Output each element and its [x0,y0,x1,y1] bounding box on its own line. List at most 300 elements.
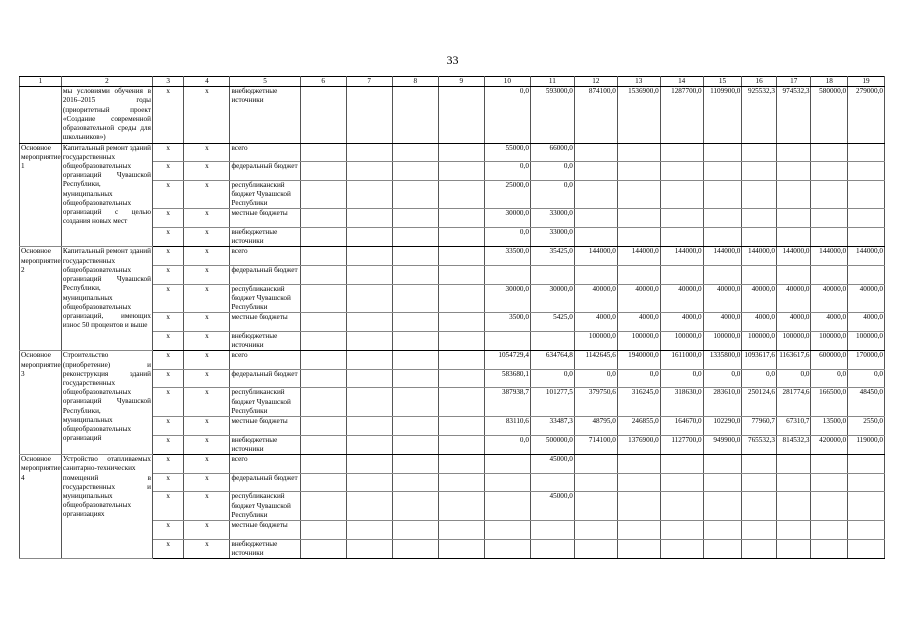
amount-cell [742,227,777,246]
amount-cell [811,180,848,209]
amount-cell [776,266,811,285]
empty-cell [438,313,484,332]
budget-table [19,76,885,559]
amount-cell [660,162,703,181]
amount-cell: 0,0 [484,87,530,143]
amount-cell: 3500,0 [484,313,530,332]
amount-cell [811,143,848,162]
amount-cell: 144000,0 [574,247,617,266]
amount-cell [574,180,617,209]
amount-cell: 2550,0 [848,417,885,436]
amount-cell [848,143,885,162]
code-cell: х [184,435,230,454]
code-cell: х [152,284,183,313]
amount-cell: 40000,0 [742,284,777,313]
empty-cell [438,455,484,474]
empty-cell [438,284,484,313]
empty-cell [300,180,346,209]
empty-cell [392,435,438,454]
amount-cell [811,473,848,492]
amount-cell: 420000,0 [811,435,848,454]
amount-cell [703,143,742,162]
empty-cell [346,227,392,246]
amount-cell: 48450,0 [848,388,885,417]
empty-cell [438,266,484,285]
amount-cell [617,143,660,162]
empty-cell [392,351,438,370]
activity-label: Основное мероприятие 3 [20,351,62,455]
header-cell: 2 [61,77,152,87]
empty-cell [392,455,438,474]
amount-cell: 0,0 [530,369,574,388]
funding-source: местные бюджеты [230,417,300,436]
amount-cell: 318630,0 [660,388,703,417]
amount-cell: 144000,0 [742,247,777,266]
amount-cell: 30000,0 [484,284,530,313]
activity-label: Основное мероприятие 2 [20,247,62,351]
amount-cell [703,521,742,540]
amount-cell [811,266,848,285]
code-cell: х [152,209,183,228]
funding-source: всего [230,351,300,370]
amount-cell: 283610,0 [703,388,742,417]
amount-cell [703,492,742,521]
header-cell: 4 [184,77,230,87]
amount-cell [617,492,660,521]
header-cell: 5 [230,77,300,87]
amount-cell [703,455,742,474]
amount-cell: 144000,0 [703,247,742,266]
header-cell: 9 [438,77,484,87]
amount-cell: 100000,0 [742,331,777,350]
amount-cell: 4000,0 [574,313,617,332]
amount-cell [484,266,530,285]
code-cell: х [184,247,230,266]
amount-cell: 5425,0 [530,313,574,332]
table-row [20,455,885,474]
amount-cell: 144000,0 [617,247,660,266]
amount-cell: 48795,0 [574,417,617,436]
amount-cell [574,521,617,540]
empty-cell [346,417,392,436]
empty-cell [392,369,438,388]
table-row [20,351,885,370]
amount-cell [703,209,742,228]
amount-cell: 40000,0 [703,284,742,313]
empty-cell [346,266,392,285]
amount-cell: 765532,3 [742,435,777,454]
empty-cell [392,417,438,436]
table-row [20,247,885,266]
code-cell: х [184,162,230,181]
amount-cell [742,209,777,228]
empty-cell [300,473,346,492]
code-cell: х [152,331,183,350]
amount-cell: 170000,0 [848,351,885,370]
activity-description: мы условиями обучения в 2016–2015 годы (приоритетный проект «Создание современной образовательной среды для школьников») [62,87,151,142]
code-cell: х [184,87,230,143]
header-cell: 8 [392,77,438,87]
amount-cell: 30000,0 [530,284,574,313]
header-cell: 15 [703,77,742,87]
code-cell: х [184,455,230,474]
amount-cell: 0,0 [484,162,530,181]
code-cell: х [184,417,230,436]
amount-cell [660,180,703,209]
amount-cell [660,521,703,540]
amount-cell [617,209,660,228]
amount-cell [617,162,660,181]
empty-cell [300,227,346,246]
amount-cell [530,521,574,540]
header-cell: 7 [346,77,392,87]
amount-cell: 281774,6 [776,388,811,417]
empty-cell [300,388,346,417]
amount-cell: 379750,6 [574,388,617,417]
header-cell: 14 [660,77,703,87]
amount-cell [660,455,703,474]
amount-cell [574,162,617,181]
activity-label: Основное мероприятие 4 [20,455,62,559]
amount-cell: 4000,0 [848,313,885,332]
code-cell: х [184,369,230,388]
amount-cell: 4000,0 [776,313,811,332]
amount-cell [776,473,811,492]
empty-cell [392,143,438,162]
amount-cell [574,143,617,162]
amount-cell [848,180,885,209]
funding-source: всего [230,143,300,162]
empty-cell [346,473,392,492]
code-cell: х [152,492,183,521]
activity-label: Основное мероприятие 1 [20,143,62,247]
amount-cell: 144000,0 [776,247,811,266]
empty-cell [392,521,438,540]
amount-cell [484,492,530,521]
empty-cell [300,539,346,558]
amount-cell: 77960,7 [742,417,777,436]
amount-cell: 33487,3 [530,417,574,436]
amount-cell [703,180,742,209]
amount-cell: 144000,0 [660,247,703,266]
header-cell: 11 [530,77,574,87]
amount-cell: 100000,0 [660,331,703,350]
amount-cell: 40000,0 [660,284,703,313]
amount-cell [484,521,530,540]
empty-cell [300,492,346,521]
activity-description: Устройство отапливаемых санитарно-технических помещений в государственных и муниципальных общеобразовательных организациях [61,455,152,559]
amount-cell: 4000,0 [742,313,777,332]
empty-cell [300,87,346,143]
amount-cell: 1054729,4 [484,351,530,370]
empty-cell [438,247,484,266]
code-cell: х [152,369,183,388]
amount-cell [848,539,885,558]
amount-cell: 33500,0 [484,247,530,266]
amount-cell: 0,0 [530,162,574,181]
amount-cell: 101277,5 [530,388,574,417]
empty-cell [438,492,484,521]
empty-cell [438,417,484,436]
empty-cell [392,473,438,492]
funding-source: федеральный бюджет [230,369,300,388]
amount-cell: 1376900,0 [617,435,660,454]
header-cell: 19 [848,77,885,87]
empty-cell [346,388,392,417]
amount-cell: 144000,0 [811,247,848,266]
empty-cell [346,162,392,181]
empty-cell [392,180,438,209]
code-cell: х [152,388,183,417]
funding-source: местные бюджеты [230,209,300,228]
amount-cell [484,331,530,350]
empty-cell [300,435,346,454]
code-cell: х [152,521,183,540]
amount-cell: 25000,0 [484,180,530,209]
activity-description: Капитальный ремонт зданий государственных общеобразовательных организаций Чувашской Республики, муниципальных общеобразовательных организаций с целью создания новых мест [61,143,152,247]
amount-cell: 55000,0 [484,143,530,162]
amount-cell: 0,0 [617,369,660,388]
amount-cell [660,473,703,492]
empty-cell [392,388,438,417]
code-cell: х [184,143,230,162]
amount-cell: 100000,0 [776,331,811,350]
funding-source: всего [230,455,300,474]
amount-cell: 0,0 [811,369,848,388]
amount-cell: 583680,1 [484,369,530,388]
amount-cell [776,227,811,246]
amount-cell: 40000,0 [811,284,848,313]
empty-cell [300,247,346,266]
code-cell: х [152,87,183,143]
amount-cell: 1127700,0 [660,435,703,454]
empty-cell [392,331,438,350]
code-cell: х [184,284,230,313]
amount-cell [574,455,617,474]
amount-cell [530,266,574,285]
amount-cell [617,180,660,209]
amount-cell: 949900,0 [703,435,742,454]
amount-cell: 1093617,6 [742,351,777,370]
amount-cell [703,162,742,181]
header-cell: 3 [152,77,183,87]
amount-cell [660,492,703,521]
code-cell: х [152,162,183,181]
code-cell: х [152,266,183,285]
amount-cell [617,227,660,246]
amount-cell [848,492,885,521]
amount-cell [617,266,660,285]
code-cell: х [152,473,183,492]
amount-cell: 316245,0 [617,388,660,417]
empty-cell [300,266,346,285]
amount-cell: 40000,0 [574,284,617,313]
amount-cell: 974532,3 [776,87,811,143]
amount-cell: 4000,0 [660,313,703,332]
amount-cell: 279000,0 [848,87,885,143]
amount-cell: 30000,0 [484,209,530,228]
code-cell: х [184,313,230,332]
empty-cell [392,227,438,246]
table-row [20,87,885,143]
amount-cell [574,209,617,228]
amount-cell [848,162,885,181]
empty-cell [346,331,392,350]
amount-cell: 100000,0 [848,331,885,350]
amount-cell: 40000,0 [617,284,660,313]
amount-cell [574,266,617,285]
table-body [20,77,885,559]
header-cell: 12 [574,77,617,87]
code-cell: х [152,539,183,558]
code-cell: х [184,227,230,246]
amount-cell [811,227,848,246]
amount-cell [776,455,811,474]
amount-cell: 100000,0 [703,331,742,350]
amount-cell [848,266,885,285]
empty-cell [346,539,392,558]
code-cell: х [152,351,183,370]
funding-source: республиканский бюджет Чувашской Республики [230,284,300,313]
code-cell: х [184,539,230,558]
amount-cell: 714100,0 [574,435,617,454]
empty-cell [300,351,346,370]
amount-cell [574,492,617,521]
amount-cell: 13500,0 [811,417,848,436]
code-cell: х [152,227,183,246]
code-cell: х [184,473,230,492]
empty-cell [438,539,484,558]
empty-cell [346,492,392,521]
amount-cell [660,143,703,162]
amount-cell: 1287700,0 [660,87,703,143]
funding-source: внебюджетные источники [230,539,300,558]
empty-cell [346,180,392,209]
amount-cell: 874100,0 [574,87,617,143]
empty-cell [438,435,484,454]
amount-cell [811,162,848,181]
amount-cell [574,539,617,558]
amount-cell: 1109900,0 [703,87,742,143]
amount-cell [530,473,574,492]
amount-cell: 1940000,0 [617,351,660,370]
amount-cell [742,143,777,162]
amount-cell: 100000,0 [574,331,617,350]
code-cell: х [152,143,183,162]
empty-cell [300,455,346,474]
funding-source: внебюджетные источники [230,435,300,454]
empty-cell [346,369,392,388]
amount-cell: 0,0 [530,180,574,209]
empty-cell [438,473,484,492]
amount-cell: 102290,0 [703,417,742,436]
empty-cell [346,247,392,266]
amount-cell: 4000,0 [617,313,660,332]
empty-cell [438,351,484,370]
amount-cell [530,331,574,350]
header-cell: 18 [811,77,848,87]
amount-cell [742,492,777,521]
code-cell: х [184,521,230,540]
amount-cell: 4000,0 [811,313,848,332]
funding-source: республиканский бюджет Чувашской Республики [230,492,300,521]
amount-cell [703,473,742,492]
amount-cell [848,227,885,246]
amount-cell [660,266,703,285]
funding-source: внебюджетные источники [230,227,300,246]
funding-source: местные бюджеты [230,521,300,540]
amount-cell: 600000,0 [811,351,848,370]
code-cell: х [152,180,183,209]
amount-cell: 0,0 [484,435,530,454]
empty-cell [300,209,346,228]
code-cell: х [184,209,230,228]
amount-cell: 1536900,0 [617,87,660,143]
empty-cell [300,313,346,332]
amount-cell: 0,0 [574,369,617,388]
empty-cell [392,539,438,558]
table-row [20,143,885,162]
amount-cell [811,521,848,540]
empty-cell [438,209,484,228]
empty-cell [438,331,484,350]
page-number: 33 [446,53,459,67]
amount-cell: 387938,7 [484,388,530,417]
amount-cell [660,227,703,246]
code-cell: х [184,266,230,285]
amount-cell: 83110,6 [484,417,530,436]
empty-cell [392,492,438,521]
amount-cell: 33000,0 [530,209,574,228]
amount-cell: 33000,0 [530,227,574,246]
activity-description: Строительство (приобретение) и реконструкция зданий государственных общеобразовательных организаций Чувашской Республики, муниципальных общеобразовательных организаций [61,351,152,455]
empty-cell [438,180,484,209]
empty-cell [300,143,346,162]
code-cell: х [184,331,230,350]
header-cell: 10 [484,77,530,87]
amount-cell: 0,0 [848,369,885,388]
amount-cell [776,143,811,162]
amount-cell: 166500,0 [811,388,848,417]
amount-cell [811,455,848,474]
amount-cell: 0,0 [484,227,530,246]
empty-cell [300,521,346,540]
amount-cell [703,227,742,246]
amount-cell: 814532,3 [776,435,811,454]
amount-cell [811,539,848,558]
empty-cell [392,313,438,332]
empty-cell [300,369,346,388]
empty-cell [300,284,346,313]
amount-cell: 925532,3 [742,87,777,143]
header-cell: 17 [776,77,811,87]
amount-cell [742,266,777,285]
empty-cell [438,388,484,417]
empty-cell [438,162,484,181]
amount-cell: 0,0 [742,369,777,388]
amount-cell [848,209,885,228]
amount-cell [848,521,885,540]
empty-cell [300,331,346,350]
amount-cell [742,162,777,181]
amount-cell [617,455,660,474]
funding-source: всего [230,247,300,266]
amount-cell: 45000,0 [530,492,574,521]
empty-cell [346,209,392,228]
empty-cell [346,143,392,162]
amount-cell [484,455,530,474]
amount-cell [811,492,848,521]
